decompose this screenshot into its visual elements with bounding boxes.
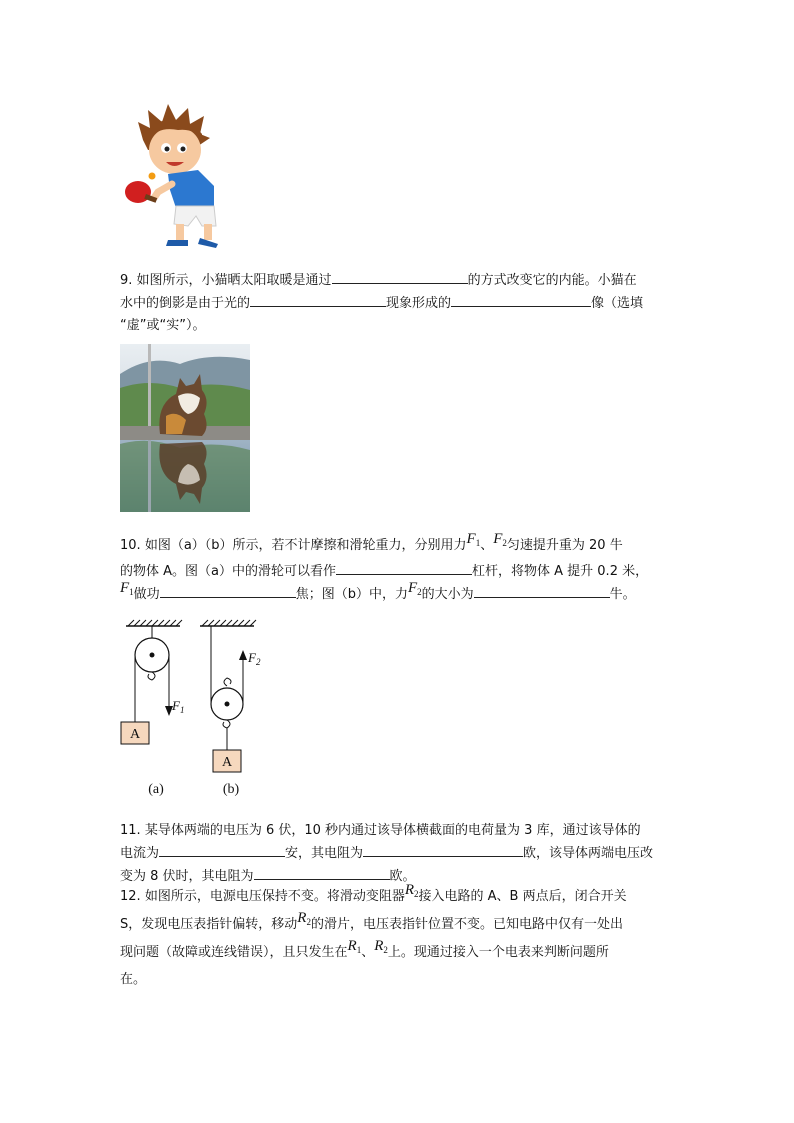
q12-resistor-r2: $R_2$ — [404, 882, 419, 899]
q10-text: 匀速提升重为 20 牛 — [506, 538, 623, 553]
q11-blank-3[interactable] — [254, 865, 390, 880]
q12-text: S，发现电压表指针偏转，移动 — [120, 917, 298, 932]
q11-number: 11. — [120, 823, 141, 838]
q9-text: 如图所示，小猫晒太阳取暖是通过 — [136, 273, 332, 288]
q10-text: 的大小为 — [421, 587, 474, 602]
q11-text: 电流为 — [120, 846, 160, 861]
q9-text: “虚”或“实”）。 — [120, 318, 206, 333]
q9-number: 9. — [120, 273, 133, 288]
q12-resistor-r1: $R_1$ — [347, 938, 362, 955]
question-10 — [120, 531, 680, 609]
q12-text: 在。 — [120, 972, 147, 987]
q10-text: 如图（a）（b）所示，若不计摩擦和滑轮重力，分别用力 — [144, 538, 467, 553]
q11-text: 欧。 — [389, 869, 416, 884]
q10-text: 杠杆，将物体 A 提升 0.2 米， — [472, 564, 649, 579]
q9-blank-2[interactable] — [250, 292, 386, 307]
force-f1-label: $F_1$ — [172, 698, 185, 715]
q10-number: 10. — [120, 538, 141, 553]
q9-text: 的方式改变它的内能。小猫在 — [467, 273, 637, 288]
q12-text: 、 — [361, 945, 375, 960]
q12-text: 接入电路的 A、B 两点后，闭合开关 — [418, 889, 627, 904]
q12-number: 12. — [120, 889, 141, 904]
q9-text: 水中的倒影是由于光的 — [120, 296, 251, 311]
q9-blank-3[interactable] — [451, 292, 591, 307]
label-b: (b) — [222, 782, 240, 797]
q10-text: 、 — [480, 538, 494, 553]
q10-blank-2[interactable] — [160, 583, 296, 598]
label-a: (a) — [148, 782, 164, 797]
svg-text:A: A — [129, 727, 141, 742]
boy-ping-pong-illustration — [118, 100, 228, 250]
q12-resistor-r2: $R_2$ — [374, 938, 388, 955]
q11-blank-1[interactable] — [159, 842, 285, 857]
question-9 — [120, 269, 680, 337]
force-f2-label: $F_2$ — [248, 650, 261, 667]
q10-force-f1: $F_1$ — [120, 580, 134, 597]
q11-text: 变为 8 伏时，其电阻为 — [120, 869, 254, 884]
q12-text: 的滑片，电压表指针位置不变。已知电路中仅有一处出 — [310, 917, 623, 932]
question-12 — [120, 884, 680, 992]
q10-text: 做功 — [133, 587, 160, 602]
q12-text: 现问题（故障或连线错误），且只发生在 — [120, 945, 348, 960]
q12-text: 上。现通过接入一个电表来判断问题所 — [387, 945, 609, 960]
q10-text: 焦；图（b）中，力 — [295, 587, 408, 602]
q10-force-f2: $F_2$ — [407, 580, 422, 597]
pulley-a-fixed — [121, 620, 184, 797]
q9-blank-1[interactable] — [332, 269, 468, 284]
q9-text: 像（选填 — [591, 296, 644, 311]
question-11 — [120, 820, 680, 888]
q10-text: 牛。 — [609, 587, 636, 602]
q9-text: 现象形成的 — [386, 296, 452, 311]
q10-blank-3[interactable] — [474, 583, 610, 598]
cat-reflection-photo — [120, 344, 250, 512]
q12-resistor-r2: $R_2$ — [297, 910, 311, 927]
q11-text: 某导体两端的电压为 6 伏，10 秒内通过该导体横截面的电荷量为 3 库，通过该导体的 — [144, 823, 641, 838]
svg-text:A: A — [221, 755, 233, 770]
q10-blank-1[interactable] — [336, 560, 472, 575]
pulley-diagram — [110, 618, 280, 804]
q10-force-f2: $F_2$ — [493, 531, 507, 548]
pulley-b-movable — [200, 620, 261, 797]
q11-blank-2[interactable] — [363, 842, 523, 857]
q11-text: 欧，该导体两端电压改 — [523, 846, 654, 861]
q12-text: 如图所示，电源电压保持不变。将滑动变阻器 — [144, 889, 405, 904]
q11-text: 安，其电阻为 — [285, 846, 364, 861]
q10-text: 的物体 A。图（a）中的滑轮可以看作 — [120, 564, 336, 579]
q10-force-f1: $F_1$ — [466, 531, 481, 548]
